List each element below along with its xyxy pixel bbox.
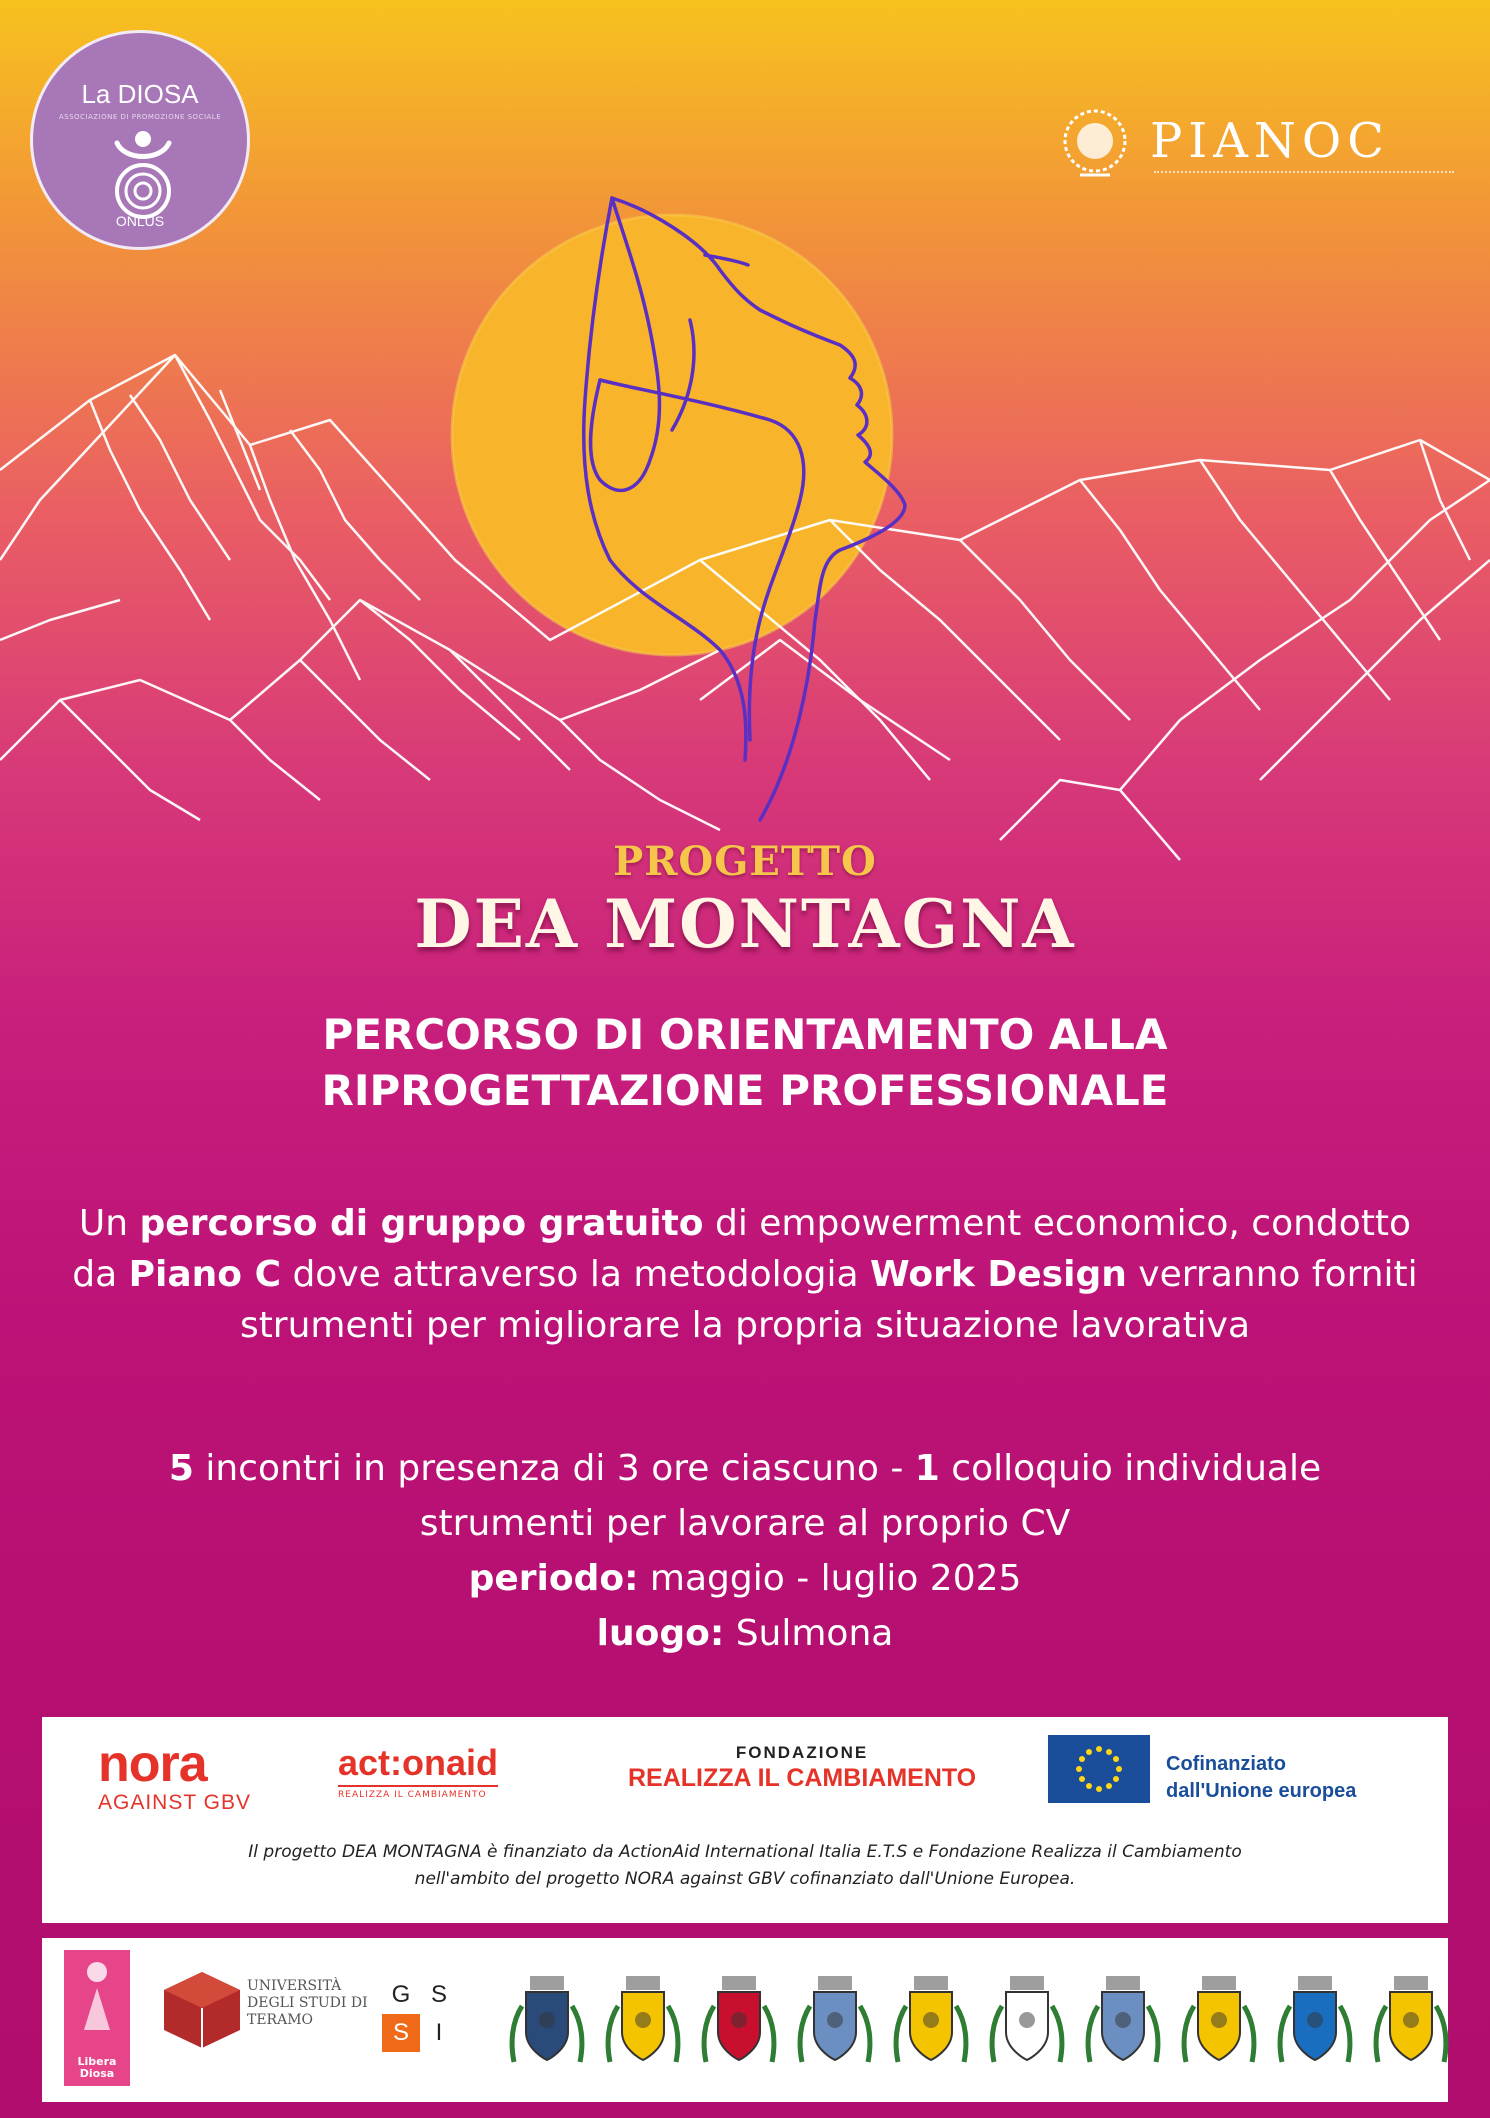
course-details (70, 1441, 1420, 1661)
description-bold: Work Design (869, 1254, 1127, 1295)
gssi-logo: G S S I (382, 1976, 458, 2052)
ladiosa-subtitle: ASSOCIAZIONE DI PROMOZIONE SOCIALE (58, 113, 222, 121)
libera-diosa-logo (64, 1950, 130, 2086)
description (70, 1198, 1420, 1351)
place-line: luogo: Sulmona (596, 1613, 894, 1654)
description-text: dove attraverso la metodologia (281, 1254, 870, 1295)
pianoc-name: PIANOC (1150, 113, 1390, 169)
subtitle-line-2: RIPROGETTAZIONE PROFESSIONALE (321, 1066, 1169, 1115)
actionaid-logo (338, 1741, 498, 1831)
fondazione-logo (628, 1743, 976, 1833)
nora-name: nora (98, 1735, 207, 1793)
meetings-line: 5 incontri in presenza di 3 ore ciascuno - 1 colloquio individuale (168, 1448, 1322, 1489)
title-kicker: PROGETTO (613, 838, 877, 885)
title-main: DEA MONTAGNA (414, 885, 1076, 963)
fondazione-top: FONDAZIONE (735, 1743, 869, 1762)
crest-6-icon (982, 1962, 1072, 2082)
fondazione-name: REALIZZA IL CAMBIAMENTO (628, 1764, 977, 1792)
crest-4-icon (790, 1962, 880, 2082)
actionaid-tagline: REALIZZA IL CAMBIAMENTO (338, 1785, 498, 1800)
crest-2-icon (598, 1962, 688, 2082)
pianoc-tagline-line (1154, 171, 1454, 175)
partners-box (42, 1938, 1448, 2102)
crest-5-icon (886, 1962, 976, 2082)
actionaid-name: act:onaid (338, 1742, 499, 1783)
project-title (0, 838, 1490, 962)
description-text: di empowerment economico, condotto da (72, 1203, 1412, 1295)
description-text: Un (78, 1203, 140, 1244)
crest-3-icon (694, 1962, 784, 2082)
ladiosa-logo (30, 30, 250, 250)
subtitle-line-1: PERCORSO DI ORIENTAMENTO ALLA (322, 1010, 1168, 1059)
sponsor-box (42, 1717, 1448, 1923)
crest-9-icon (1270, 1962, 1360, 2082)
crest-7-icon (1078, 1962, 1168, 2082)
crest-10-icon (1366, 1962, 1456, 2082)
university-name: UNIVERSITÀ DEGLI STUDI DI TERAMO (247, 1978, 368, 2028)
goddess-symbol-icon (103, 125, 183, 225)
crest-1-icon (502, 1962, 592, 2082)
eu-text: Cofinanziato dall'Unione europea (1166, 1753, 1357, 1802)
description-bold: Piano C (128, 1254, 281, 1295)
description-text: verranno forniti strumenti per migliorare la propria situazione lavorativa (239, 1254, 1418, 1346)
nora-logo (98, 1737, 251, 1827)
ladiosa-onlus: ONLUS (115, 213, 165, 229)
tree-head-icon (1050, 105, 1140, 185)
sun-icon (452, 215, 892, 655)
cv-line: strumenti per lavorare al proprio CV (419, 1503, 1071, 1544)
nora-sub: AGAINST GBV (98, 1791, 251, 1814)
crest-8-icon (1174, 1962, 1264, 2082)
period-line: periodo: maggio - luglio 2025 (468, 1558, 1022, 1599)
libera-name: Libera Diosa (77, 2055, 117, 2080)
ladiosa-name: La DIOSA (81, 79, 199, 109)
pianoc-logo (1050, 105, 1460, 185)
eu-flag-icon (1048, 1735, 1150, 1803)
funding-note: Il progetto DEA MONTAGNA è finanziato da ActionAid International Italia E.T.S e Fondazione Realizza il Cambiamento nell'ambito del progetto NORA against GBV cofinanziato dall'Unione Europea. (248, 1842, 1242, 1889)
eu-cofinanced-logo (1048, 1735, 1408, 1805)
description-bold: percorso di gruppo gratuito (139, 1203, 704, 1244)
university-cube-icon (160, 1968, 244, 2052)
figure-icon (64, 1950, 130, 2040)
course-subtitle (0, 1007, 1490, 1119)
